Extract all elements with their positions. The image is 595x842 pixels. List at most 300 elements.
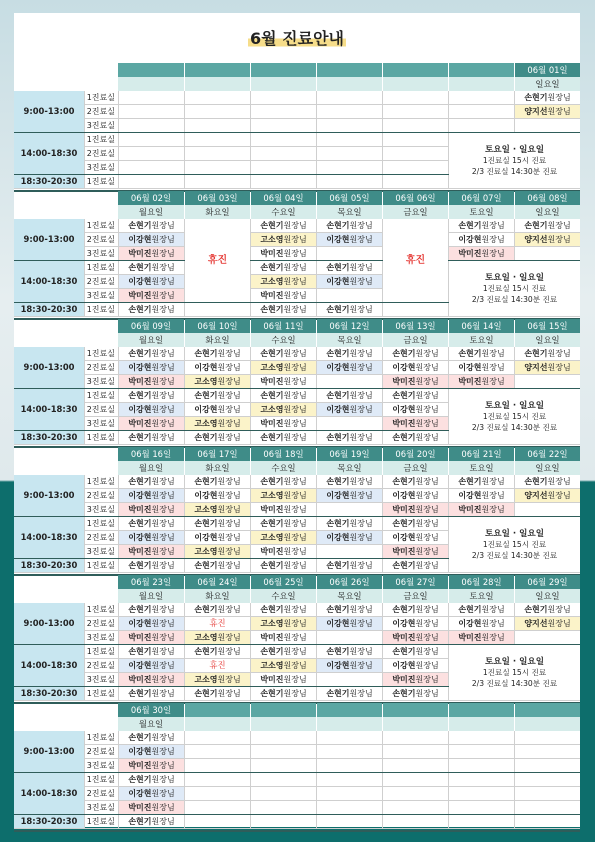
- schedule-cell: [514, 375, 580, 389]
- schedule-cell: [514, 475, 580, 489]
- schedule-cell: [184, 787, 250, 801]
- date-header: [383, 319, 448, 333]
- doctor-name: 이강현: [392, 532, 416, 542]
- doctor-title: 원장님: [283, 432, 307, 442]
- doctor-name: 손현기: [326, 390, 350, 400]
- doctor-title: 원장님: [349, 220, 373, 230]
- schedule-cell: [382, 347, 448, 361]
- schedule-cell: [250, 403, 316, 417]
- date-label: 06월 09일: [130, 320, 172, 331]
- schedule-cell: [184, 545, 250, 559]
- doctor-name: 이강현: [194, 532, 218, 542]
- schedule-cell: [316, 773, 382, 787]
- schedule-cell: [514, 631, 580, 645]
- day-header: [118, 205, 184, 219]
- doctor-name: 박미진: [260, 546, 284, 556]
- room-text: 1진료실: [86, 688, 115, 698]
- doctor-title: 원장님: [547, 490, 571, 500]
- time-slot-label: [14, 603, 84, 645]
- schedule-cell: [382, 475, 448, 489]
- doctor-name: 박미진: [128, 376, 152, 386]
- schedule-cell: [184, 175, 250, 189]
- schedule-cell: [118, 247, 184, 261]
- schedule-cell: [118, 687, 184, 701]
- day-header: [118, 717, 184, 731]
- schedule-cell: [184, 161, 250, 175]
- doctor-title: 원장님: [283, 276, 307, 286]
- schedule-cell: [118, 617, 184, 631]
- schedule-cell: [316, 105, 382, 119]
- day-header: [185, 333, 250, 347]
- date-label: 06월 07일: [461, 192, 502, 203]
- schedule-cell: [316, 645, 382, 659]
- room-label: [84, 133, 118, 147]
- doctor-title: 원장님: [415, 418, 439, 428]
- room-label: [84, 631, 118, 645]
- doctor-title: 원장님: [151, 432, 175, 442]
- room-text: 2진료실: [86, 276, 115, 286]
- day-label: 화요일: [205, 462, 230, 473]
- room-label: [84, 673, 118, 687]
- doctor-title: 원장님: [415, 504, 439, 514]
- schedule-cell: [514, 105, 580, 119]
- doctor-title: 원장님: [415, 604, 439, 614]
- day-header: [185, 77, 250, 91]
- date-header: [251, 447, 316, 461]
- date-header: [449, 319, 514, 333]
- schedule-cell: [184, 91, 250, 105]
- doctor-name: 이강현: [128, 788, 152, 798]
- doctor-title: 원장님: [151, 348, 175, 358]
- doctor-title: 원장님: [151, 646, 175, 656]
- date-header: [449, 447, 514, 461]
- doctor-name: 고소영: [194, 632, 218, 642]
- schedule-cell: [448, 745, 514, 759]
- schedule-cell: [184, 119, 250, 133]
- room-text: 2진료실: [86, 532, 115, 542]
- date-label: 06월 16일: [130, 448, 172, 459]
- room-text: 1진료실: [86, 134, 115, 144]
- schedule-cell: [118, 773, 184, 787]
- schedule-cell: [448, 375, 514, 389]
- schedule-cell: [184, 759, 250, 773]
- weekend-note-line2: 2/3 진료실 14:30분 진료: [471, 678, 558, 688]
- day-label: 월요일: [138, 206, 164, 217]
- doctor-name: 손현기: [458, 604, 482, 614]
- weekend-note: [449, 645, 580, 700]
- schedule-cell: [316, 91, 382, 105]
- schedule-cell: [316, 745, 382, 759]
- doctor-name: 손현기: [260, 604, 284, 614]
- doctor-title: 원장님: [151, 304, 175, 314]
- room-text: 1진료실: [86, 348, 115, 358]
- doctor-title: 원장님: [151, 604, 175, 614]
- time-text: 9:00-13:00: [23, 234, 75, 245]
- room-text: 2진료실: [86, 148, 115, 158]
- doctor-title: 원장님: [283, 404, 307, 414]
- doctor-name: 이강현: [326, 234, 350, 244]
- schedule-cell: [118, 815, 184, 829]
- date-header: [118, 703, 184, 717]
- room-text: 1진료실: [86, 262, 115, 272]
- day-header: [118, 589, 184, 603]
- room-text: 1진료실: [86, 220, 115, 230]
- closed-day: [185, 219, 250, 302]
- doctor-name: 박미진: [260, 418, 284, 428]
- room-label: [84, 659, 118, 673]
- doctor-title: 원장님: [283, 660, 307, 670]
- doctor-name: 이강현: [194, 362, 218, 372]
- doctor-name: 이강현: [128, 276, 152, 286]
- room-text: 2진료실: [86, 490, 115, 500]
- schedule-cell: [316, 431, 382, 445]
- doctor-title: 원장님: [283, 390, 307, 400]
- doctor-name: 손현기: [128, 560, 152, 570]
- doctor-name: 손현기: [260, 476, 284, 486]
- schedule-cell: [448, 617, 514, 631]
- doctor-title: 원장님: [151, 362, 175, 372]
- doctor-name: 이강현: [128, 532, 152, 542]
- doctor-name: 박미진: [128, 248, 152, 258]
- doctor-title: 원장님: [151, 546, 175, 556]
- doctor-name: 양지선: [524, 234, 548, 244]
- doctor-title: 원장님: [349, 390, 373, 400]
- doctor-title: 원장님: [349, 304, 373, 314]
- schedule-cell: [514, 801, 580, 815]
- doctor-name: 손현기: [260, 432, 284, 442]
- schedule-cell: [448, 361, 514, 375]
- doctor-title: 원장님: [349, 404, 373, 414]
- time-text: 14:00-18:30: [20, 532, 78, 543]
- doctor-title: 원장님: [415, 432, 439, 442]
- doctor-title: 원장님: [415, 404, 439, 414]
- day-header: [251, 333, 316, 347]
- doctor-title: 원장님: [547, 362, 571, 372]
- weekend-note-heading: 토요일 · 일요일: [484, 528, 545, 539]
- doctor-name: 손현기: [194, 348, 218, 358]
- time-slot-label: [14, 815, 84, 829]
- date-header: [251, 319, 316, 333]
- time-text: 18:30-20:30: [20, 176, 78, 187]
- doctor-title: 원장님: [481, 490, 505, 500]
- doctor-name: 이강현: [392, 490, 416, 500]
- schedule-cell: [382, 303, 448, 317]
- date-label: 06월 26일: [329, 576, 370, 587]
- doctor-title: 원장님: [151, 262, 175, 272]
- doctor-title: 원장님: [481, 476, 505, 486]
- schedule-cell: [514, 603, 580, 617]
- doctor-title: 원장님: [415, 390, 439, 400]
- day-header: [251, 589, 316, 603]
- room-label: [84, 289, 118, 303]
- doctor-title: 원장님: [151, 234, 175, 244]
- date-header: [317, 703, 382, 717]
- time-text: 14:00-18:30: [20, 660, 78, 671]
- doctor-title: 원장님: [283, 490, 307, 500]
- doctor-name: 박미진: [260, 376, 284, 386]
- room-text: 2진료실: [86, 788, 115, 798]
- date-label: 06월 12일: [329, 320, 370, 331]
- doctor-name: 손현기: [392, 646, 416, 656]
- room-label: [84, 745, 118, 759]
- day-header: [449, 205, 514, 219]
- schedule-cell: [382, 617, 448, 631]
- doctor-name: 손현기: [458, 348, 482, 358]
- room-text: 1진료실: [86, 176, 115, 186]
- schedule-cell: [250, 375, 316, 389]
- schedule-cell: [250, 261, 316, 275]
- schedule-cell: [448, 503, 514, 517]
- doctor-name: 고소영: [260, 276, 284, 286]
- doctor-name: 손현기: [326, 432, 350, 442]
- schedule-cell: [184, 815, 250, 829]
- doctor-title: 원장님: [151, 532, 175, 542]
- date-header: [185, 575, 250, 589]
- doctor-title: 원장님: [481, 234, 505, 244]
- schedule-cell: [118, 559, 184, 573]
- schedule-cell: [184, 105, 250, 119]
- schedule-cell: [118, 631, 184, 645]
- schedule-cell: [118, 531, 184, 545]
- doctor-title: 원장님: [547, 348, 571, 358]
- date-label: 06월 10일: [197, 320, 238, 331]
- weekend-note-line1: 1진료실 15시 진료: [482, 284, 547, 294]
- schedule-cell: [118, 673, 184, 687]
- schedule-cell: [316, 631, 382, 645]
- doctor-name: 손현기: [392, 476, 416, 486]
- doctor-name: 손현기: [260, 390, 284, 400]
- schedule-cell: [316, 133, 382, 147]
- day-header: [317, 461, 382, 475]
- page-title: 6월 진료안내: [248, 26, 346, 49]
- doctor-title: 원장님: [349, 660, 373, 670]
- time-slot-label: [14, 175, 84, 189]
- room-text: 2진료실: [86, 618, 115, 628]
- room-text: 2진료실: [86, 660, 115, 670]
- room-label: [84, 687, 118, 701]
- date-header: [185, 447, 250, 461]
- doctor-title: 원장님: [349, 362, 373, 372]
- doctor-title: 원장님: [151, 376, 175, 386]
- weekend-note-line2: 2/3 진료실 14:30분 진료: [471, 166, 558, 176]
- room-text: 1진료실: [86, 92, 115, 102]
- day-label: 금요일: [403, 206, 428, 217]
- schedule-cell: [250, 475, 316, 489]
- schedule-cell: [184, 745, 250, 759]
- doctor-title: 원장님: [217, 518, 241, 528]
- doctor-name: 양지선: [524, 618, 548, 628]
- schedule-cell: [184, 347, 250, 361]
- date-header: [185, 191, 250, 205]
- schedule-cell: [184, 403, 250, 417]
- schedule-cell: [316, 731, 382, 745]
- schedule-cell: [382, 731, 448, 745]
- doctor-title: 원장님: [217, 688, 241, 698]
- doctor-title: 원장님: [415, 518, 439, 528]
- schedule-cell: [514, 731, 580, 745]
- weekend-note-line2: 2/3 진료실 14:30분 진료: [471, 422, 558, 432]
- room-text: 3진료실: [86, 248, 115, 258]
- doctor-name: 이강현: [326, 532, 350, 542]
- doctor-name: 손현기: [392, 560, 416, 570]
- schedule-cell: [250, 105, 316, 119]
- doctor-name: 박미진: [458, 248, 482, 258]
- room-label: [84, 645, 118, 659]
- day-header: [449, 717, 514, 731]
- doctor-title: 원장님: [151, 404, 175, 414]
- date-label: 06월 06일: [395, 192, 436, 203]
- day-header: [449, 589, 514, 603]
- doctor-title: 원장님: [415, 532, 439, 542]
- schedule-cell: [382, 745, 448, 759]
- doctor-name: 고소영: [260, 490, 284, 500]
- schedule-cell: [448, 759, 514, 773]
- time-text: 18:30-20:30: [20, 560, 78, 571]
- schedule-cell: [250, 91, 316, 105]
- doctor-name: 양지선: [524, 362, 548, 372]
- schedule-cell: [316, 261, 382, 275]
- doctor-title: 원장님: [217, 504, 241, 514]
- schedule-cell: [316, 375, 382, 389]
- room-label: [84, 347, 118, 361]
- schedule-cell: [448, 787, 514, 801]
- doctor-title: 원장님: [415, 618, 439, 628]
- schedule-cell: [184, 631, 250, 645]
- day-header: [118, 333, 184, 347]
- day-label: 목요일: [337, 206, 362, 217]
- schedule-cell: [316, 219, 382, 233]
- schedule-cell: [316, 517, 382, 531]
- doctor-title: 원장님: [283, 362, 307, 372]
- date-label: 06월 22일: [527, 448, 568, 459]
- doctor-title: 원장님: [481, 376, 505, 386]
- schedule-cell: [184, 303, 250, 317]
- room-text: 1진료실: [86, 560, 115, 570]
- schedule-cell: [382, 361, 448, 375]
- date-label: 06월 14일: [461, 320, 502, 331]
- doctor-name: 이강현: [392, 618, 416, 628]
- room-label: [84, 303, 118, 317]
- doctor-title: 원장님: [283, 504, 307, 514]
- schedule-cell: [382, 645, 448, 659]
- doctor-name: 손현기: [392, 390, 416, 400]
- schedule-cell: [250, 815, 316, 829]
- weekend-note-line2: 2/3 진료실 14:30분 진료: [471, 550, 558, 560]
- doctor-name: 박미진: [392, 418, 416, 428]
- doctor-name: 손현기: [392, 348, 416, 358]
- schedule-cell: [250, 303, 316, 317]
- schedule-cell: [184, 375, 250, 389]
- doctor-title: 원장님: [415, 546, 439, 556]
- doctor-title: 원장님: [481, 362, 505, 372]
- doctor-name: 고소영: [260, 532, 284, 542]
- doctor-name: 손현기: [194, 476, 218, 486]
- time-slot-label: [14, 219, 84, 261]
- room-text: 1진료실: [86, 732, 115, 742]
- schedule-cell: [118, 175, 184, 189]
- schedule-cell: [316, 503, 382, 517]
- page-title-wrap: [14, 13, 580, 61]
- room-label: [84, 261, 118, 275]
- doctor-name: 손현기: [260, 646, 284, 656]
- doctor-title: 원장님: [547, 234, 571, 244]
- doctor-title: 원장님: [217, 490, 241, 500]
- schedule-cell: [118, 759, 184, 773]
- time-text: 9:00-13:00: [23, 490, 75, 501]
- time-slot-label: [14, 731, 84, 773]
- date-header: [118, 319, 184, 333]
- schedule-cell: [118, 731, 184, 745]
- schedule-cell: [250, 787, 316, 801]
- schedule-cell: [250, 631, 316, 645]
- room-text: 3진료실: [86, 802, 115, 812]
- closed-label: 휴진: [207, 254, 228, 266]
- time-slot-label: [14, 645, 84, 687]
- doctor-title: 원장님: [283, 476, 307, 486]
- schedule-cell: [118, 603, 184, 617]
- date-header: [118, 447, 184, 461]
- day-label: 금요일: [403, 462, 428, 473]
- date-header: [317, 575, 382, 589]
- doctor-title: 원장님: [349, 476, 373, 486]
- schedule-cell: [382, 673, 448, 687]
- schedule-cell: [250, 645, 316, 659]
- doctor-name: 손현기: [128, 476, 152, 486]
- schedule-cell: [382, 389, 448, 403]
- doctor-title: 원장님: [283, 262, 307, 272]
- schedule-cell: [316, 545, 382, 559]
- doctor-title: 원장님: [283, 290, 307, 300]
- doctor-name: 고소영: [194, 418, 218, 428]
- time-slot-label: [14, 431, 84, 445]
- schedule-cell: [118, 545, 184, 559]
- schedule-cell: [184, 361, 250, 375]
- doctor-name: 고소영: [194, 546, 218, 556]
- doctor-name: 손현기: [260, 304, 284, 314]
- schedule-cell: [382, 631, 448, 645]
- doctor-title: 원장님: [283, 418, 307, 428]
- schedule-cell: [184, 731, 250, 745]
- doctor-title: 원장님: [217, 604, 241, 614]
- schedule-cell: [316, 417, 382, 431]
- room-label: [84, 559, 118, 573]
- doctor-title: 원장님: [349, 348, 373, 358]
- time-slot-label: [14, 475, 84, 517]
- schedule-cell: [316, 389, 382, 403]
- schedule-cell: [184, 687, 250, 701]
- doctor-title: 원장님: [481, 504, 505, 514]
- room-text: 1진료실: [86, 390, 115, 400]
- doctor-name: 박미진: [392, 546, 416, 556]
- date-header: [185, 63, 250, 77]
- schedule-cell: [250, 389, 316, 403]
- room-label: [84, 105, 118, 119]
- date-header: [118, 191, 184, 205]
- day-label: 토요일: [469, 334, 494, 345]
- doctor-name: 이강현: [326, 618, 350, 628]
- room-label: [84, 545, 118, 559]
- day-header: [317, 333, 382, 347]
- doctor-title: 원장님: [349, 490, 373, 500]
- doctor-title: 원장님: [283, 546, 307, 556]
- schedule-cell: [316, 489, 382, 503]
- doctor-name: 손현기: [326, 560, 350, 570]
- doctor-name: 박미진: [128, 802, 152, 812]
- schedule-cell: [448, 801, 514, 815]
- doctor-name: 이강현: [128, 660, 152, 670]
- room-label: [84, 773, 118, 787]
- date-label: 06월 28일: [461, 576, 502, 587]
